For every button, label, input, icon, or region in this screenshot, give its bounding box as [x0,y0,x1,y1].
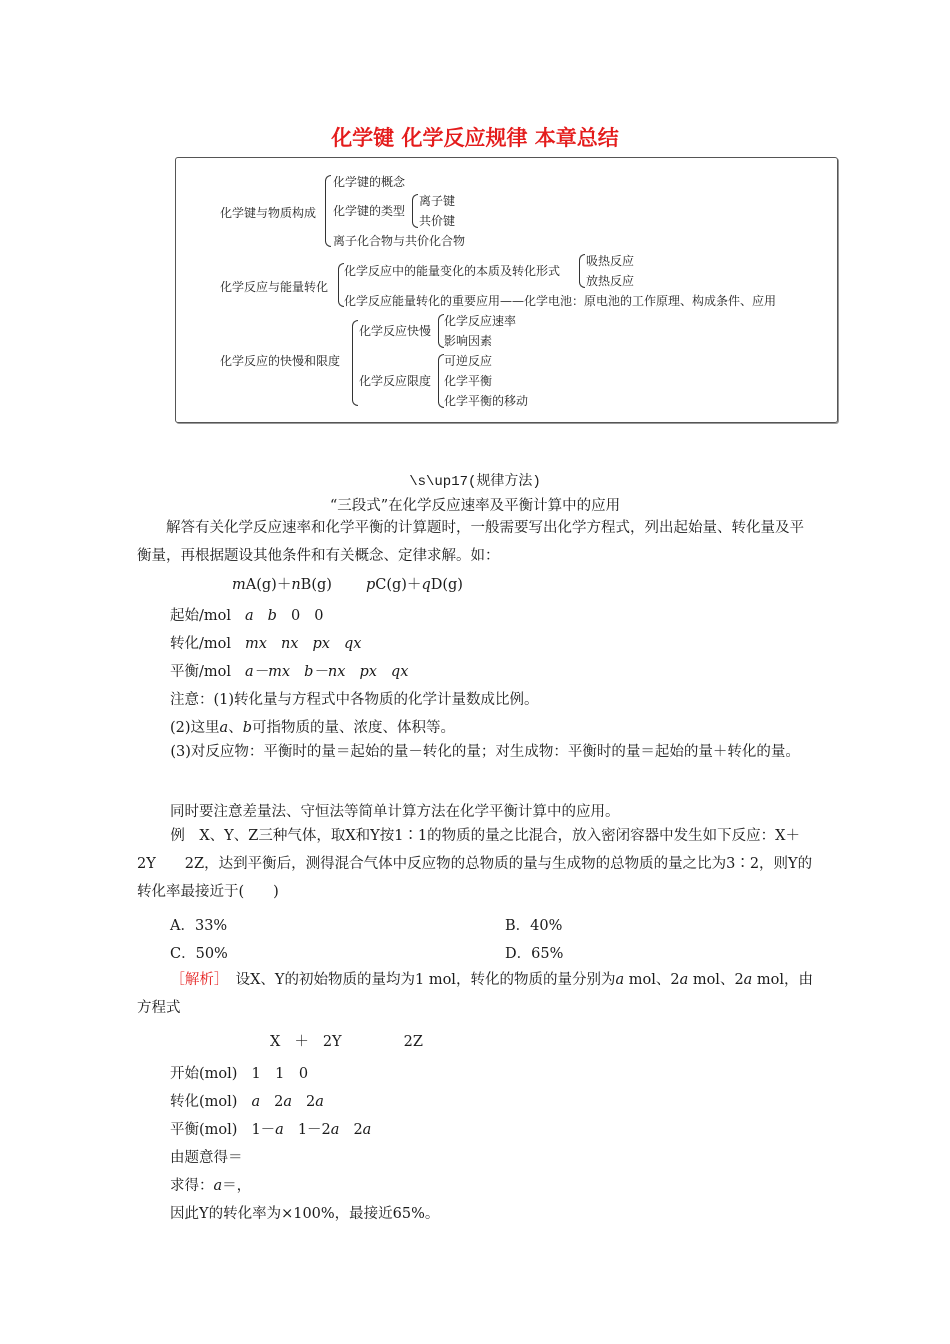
note-3: (3)对反应物：平衡时的量＝起始的量－转化的量；对生成物：平衡时的量＝起始的量＋转化的量。 [170,744,800,760]
value: b [267,608,277,624]
option-b: B．40% [505,918,563,934]
solution-row-start [170,1062,308,1083]
row-label: 起始/mol [170,608,232,624]
solution-derive: 由题意得＝ [170,1150,243,1166]
brace [325,175,331,247]
section-title: “三段式”在化学反应速率及平衡计算中的应用 [329,498,621,514]
var: a [615,972,625,988]
solution-conclusion: 因此Y的转化率为×100%，最接近65%。 [170,1206,440,1222]
example-question: 例 X、Y、Z三种气体，取X和Y按1∶1的物质的量之比混合，放入密闭容器中发生如下反应：X＋2Y 2Z，达到平衡后，测得混合气体中反应物的总物质的量与生成物的总物质的量之比为3∶2，则Y的转化率最接近于( ) [137,828,813,900]
map-node: 离子化合物与共价化合物 [333,234,466,248]
row-equilibrium [170,660,408,681]
row-label: 平衡(mol) [170,1122,238,1138]
brace [352,320,358,406]
page-title: 化学键 化学反应规律 本章总结 [331,126,619,150]
brace [412,194,418,228]
map-node: 化学键的类型 [333,204,406,218]
intro-paragraph: 解答有关化学反应速率和化学平衡的计算题时，一般需要写出化学方程式，列出起始量、转化量及平衡量，再根据题设其他条件和有关概念、定律求解。如： [137,520,804,564]
brace [579,254,585,288]
solution-row-equilibrium [170,1118,371,1139]
coef: m [232,577,246,593]
map-node: 化学反应快慢 [359,324,432,338]
var: a [743,972,753,988]
text: 、 [228,720,243,736]
note-2 [170,716,455,737]
value: 1－ [251,1122,276,1138]
text: 设X、Y的初始物质的量均为1 mol，转化的物质的量分别为 [221,972,616,988]
eq-term: C(g)＋ [375,577,422,593]
field-code: \s\up17(规律方法) [409,474,541,490]
value: b [304,664,314,680]
var: a [679,972,689,988]
value: mx [245,636,267,652]
eq-term: D(g) [430,577,463,593]
solution-solve [170,1174,251,1195]
value: qx [390,664,409,680]
map-node: 化学键的概念 [333,175,406,189]
var: b [242,720,252,736]
value: a [315,1094,324,1110]
value: －nx [313,664,346,680]
value: a [275,1122,284,1138]
value: 2 [305,1094,316,1110]
text: mol、2 [624,972,680,988]
eq-term: X [270,1034,281,1050]
map-node: 可逆反应 [444,354,493,368]
solution-paragraph [137,966,817,1022]
value: a [245,664,254,680]
option-d: D．65% [505,946,564,962]
var: a [219,720,229,736]
map-node: 化学反应速率 [444,314,517,328]
row-label: 转化/mol [170,636,232,652]
map-root-rate: 化学反应的快慢和限度 [220,354,341,368]
row-conversion [170,632,361,653]
row-label: 开始(mol) [170,1066,238,1082]
value: a [330,1122,340,1138]
value: qx [343,636,362,652]
option-a: A．33% [170,918,228,934]
text: (2)这里 [170,720,220,736]
value: a [283,1094,292,1110]
map-root-bonds: 化学键与物质构成 [220,206,317,220]
value: 0 [314,608,324,624]
map-node: 化学反应能量转化的重要应用——化学电池：原电池的工作原理、构成条件、应用 [344,294,777,308]
note-4: 同时要注意差量法、守恒法等简单计算方法在化学平衡计算中的应用。 [170,804,620,820]
text: 求得： [170,1178,214,1194]
note-1: 注意：(1)转化量与方程式中各物质的化学计量数成比例。 [170,692,539,708]
coef: q [421,577,431,593]
var: a [213,1178,223,1194]
map-root-energy: 化学反应与能量转化 [220,280,329,294]
coef: n [291,577,301,593]
eq-term: 2Y [322,1034,342,1050]
value: a [245,608,254,624]
row-label: 平衡/mol [170,664,232,680]
solution-equation [270,1030,423,1051]
eq-term: ＋ [294,1034,309,1050]
eq-term: B(g) [300,577,332,593]
map-node: 吸热反应 [586,254,635,268]
value: a [251,1094,261,1110]
map-node: 影响因素 [444,334,493,348]
value: －mx [253,664,291,680]
value: px [359,664,377,680]
coef: p [365,577,376,593]
value: 2 [353,1122,363,1138]
value: px [312,636,330,652]
solution-row-conversion [170,1090,324,1111]
map-node: 共价键 [419,214,456,228]
text: 可指物质的量、浓度、体积等。 [252,720,455,736]
eq-term: 2Z [403,1034,423,1050]
general-equation [232,573,463,594]
value: 0 [290,608,301,624]
analysis-tag: ［解析］ [170,972,222,988]
map-node: 化学平衡的移动 [444,394,529,408]
value: a [362,1122,372,1138]
text: ＝， [222,1178,252,1194]
map-node: 化学平衡 [444,374,493,388]
row-label: 转化(mol) [170,1094,238,1110]
text: mol，由方程式 [137,972,814,1016]
eq-term: A(g)＋ [245,577,292,593]
value: nx [280,636,299,652]
option-c: C．50% [170,946,228,962]
map-node: 化学反应限度 [359,374,432,388]
value: 1－2 [297,1122,331,1138]
value: 1 1 0 [251,1066,309,1082]
concept-map [175,157,838,423]
map-node: 化学反应中的能量变化的本质及转化形式 [344,264,561,278]
text: mol、2 [688,972,744,988]
map-node: 离子键 [419,194,456,208]
row-start [170,604,323,625]
map-node: 放热反应 [586,274,635,288]
value: 2 [274,1094,284,1110]
